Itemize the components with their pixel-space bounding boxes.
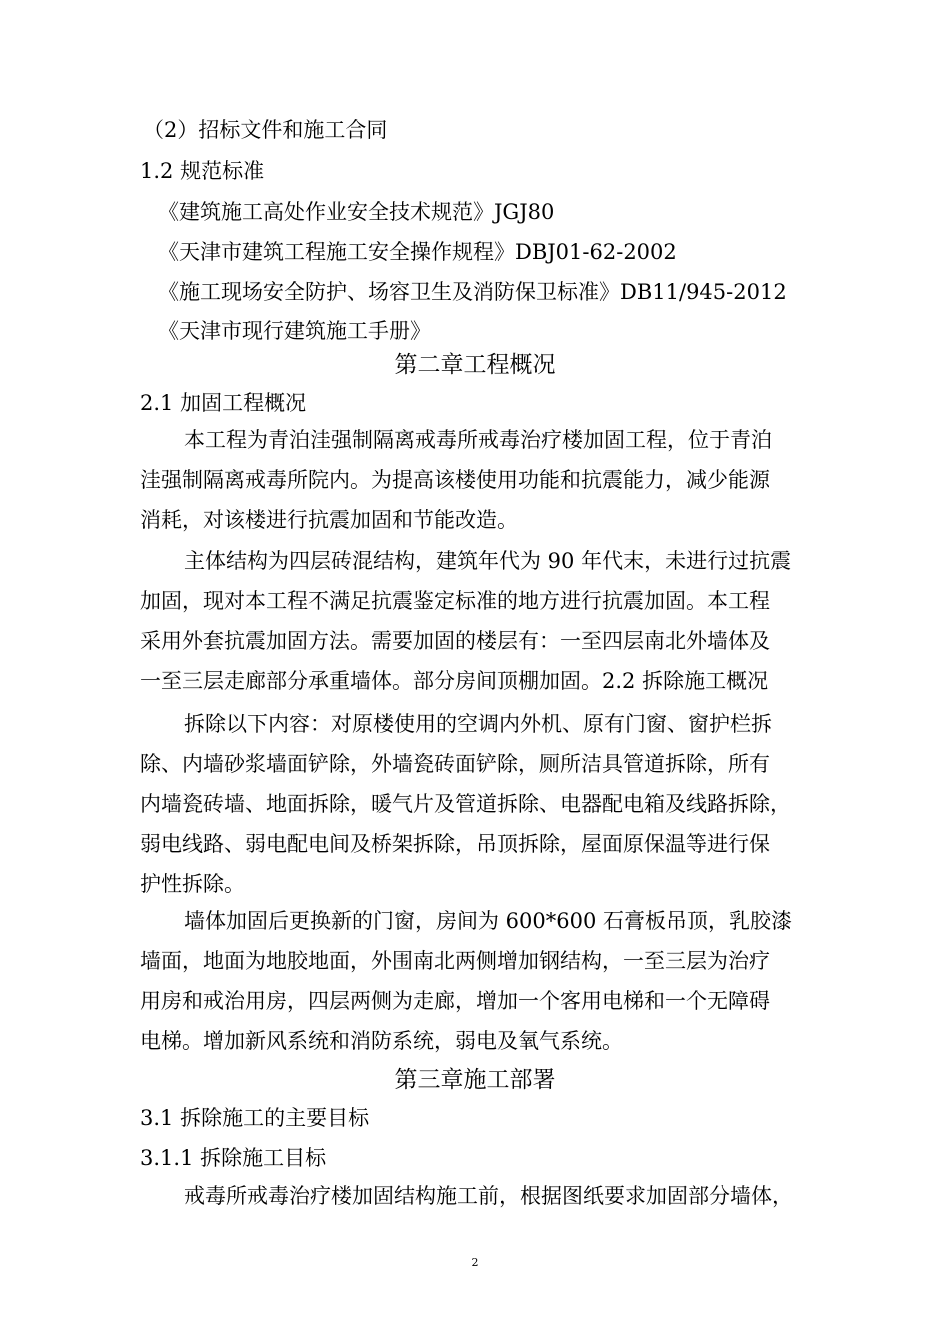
standard-item-3: 《施工现场安全防护、场容卫生及消防保卫标准》DB11/945-2012 xyxy=(158,280,787,304)
page-number: 2 xyxy=(471,1256,479,1269)
list-item-bidding-docs: （2）招标文件和施工合同 xyxy=(143,118,388,142)
section-heading-3-1-1: 3.1.1 拆除施工目标 xyxy=(140,1146,327,1170)
paragraph-after-reinforcement xyxy=(140,901,792,1061)
paragraph-line: 内墙瓷砖墙、地面拆除，暖气片及管道拆除、电器配电箱及线路拆除， xyxy=(140,792,791,816)
paragraph-line: 加固，现对本工程不满足抗震鉴定标准的地方进行抗震加固。本工程 xyxy=(140,589,770,613)
paragraph-line: 戒毒所戒毒治疗楼加固结构施工前，根据图纸要求加固部分墙体， xyxy=(184,1184,793,1208)
section-heading-1-2: 1.2 规范标准 xyxy=(140,159,265,183)
chapter-3-title: 第三章施工部署 xyxy=(394,1067,556,1093)
paragraph-line: 采用外套抗震加固方法。需要加固的楼层有：一至四层南北外墙体及 xyxy=(140,629,770,653)
paragraph-demolition-scope xyxy=(140,704,791,904)
chapter-2-title: 第二章工程概况 xyxy=(394,352,556,378)
paragraph-project-overview xyxy=(140,420,772,540)
paragraph-line: 电梯。增加新风系统和消防系统，弱电及氧气系统。 xyxy=(140,1029,623,1053)
standard-item-1: 《建筑施工高处作业安全技术规范》JGJ80 xyxy=(158,200,555,224)
paragraph-line: 拆除以下内容：对原楼使用的空调内外机、原有门窗、窗护栏拆 xyxy=(184,712,772,736)
paragraph-line: 墙体加固后更换新的门窗，房间为 600*600 石膏板吊顶，乳胶漆 xyxy=(184,909,793,933)
paragraph-line: 洼强制隔离戒毒所院内。为提高该楼使用功能和抗震能力，减少能源 xyxy=(140,468,770,492)
paragraph-line: 除、内墙砂浆墙面铲除，外墙瓷砖面铲除，厕所洁具管道拆除，所有 xyxy=(140,752,770,776)
paragraph-line: 用房和戒治用房，四层两侧为走廊，增加一个客用电梯和一个无障碍 xyxy=(140,989,770,1013)
section-heading-2-1: 2.1 加固工程概况 xyxy=(140,391,307,415)
paragraph-line: 护性拆除。 xyxy=(140,872,245,896)
paragraph-line: 本工程为青泊洼强制隔离戒毒所戒毒治疗楼加固工程，位于青泊 xyxy=(184,428,772,452)
paragraph-line: 主体结构为四层砖混结构，建筑年代为 90 年代末，未进行过抗震 xyxy=(184,549,792,573)
paragraph-line: 一至三层走廊部分承重墙体。部分房间顶棚加固。2.2 拆除施工概况 xyxy=(140,669,769,693)
paragraph-main-structure xyxy=(140,541,791,701)
paragraph-demolition-goal xyxy=(140,1176,793,1216)
paragraph-line: 墙面，地面为地胶地面，外围南北两侧增加钢结构，一至三层为治疗 xyxy=(140,949,770,973)
standard-item-2: 《天津市建筑工程施工安全操作规程》DBJ01-62-2002 xyxy=(158,240,677,264)
paragraph-line: 弱电线路、弱电配电间及桥架拆除，吊顶拆除，屋面原保温等进行保 xyxy=(140,832,770,856)
paragraph-line: 消耗，对该楼进行抗震加固和节能改造。 xyxy=(140,508,518,532)
section-heading-3-1: 3.1 拆除施工的主要目标 xyxy=(140,1106,370,1130)
standard-item-4: 《天津市现行建筑施工手册》 xyxy=(158,319,431,343)
